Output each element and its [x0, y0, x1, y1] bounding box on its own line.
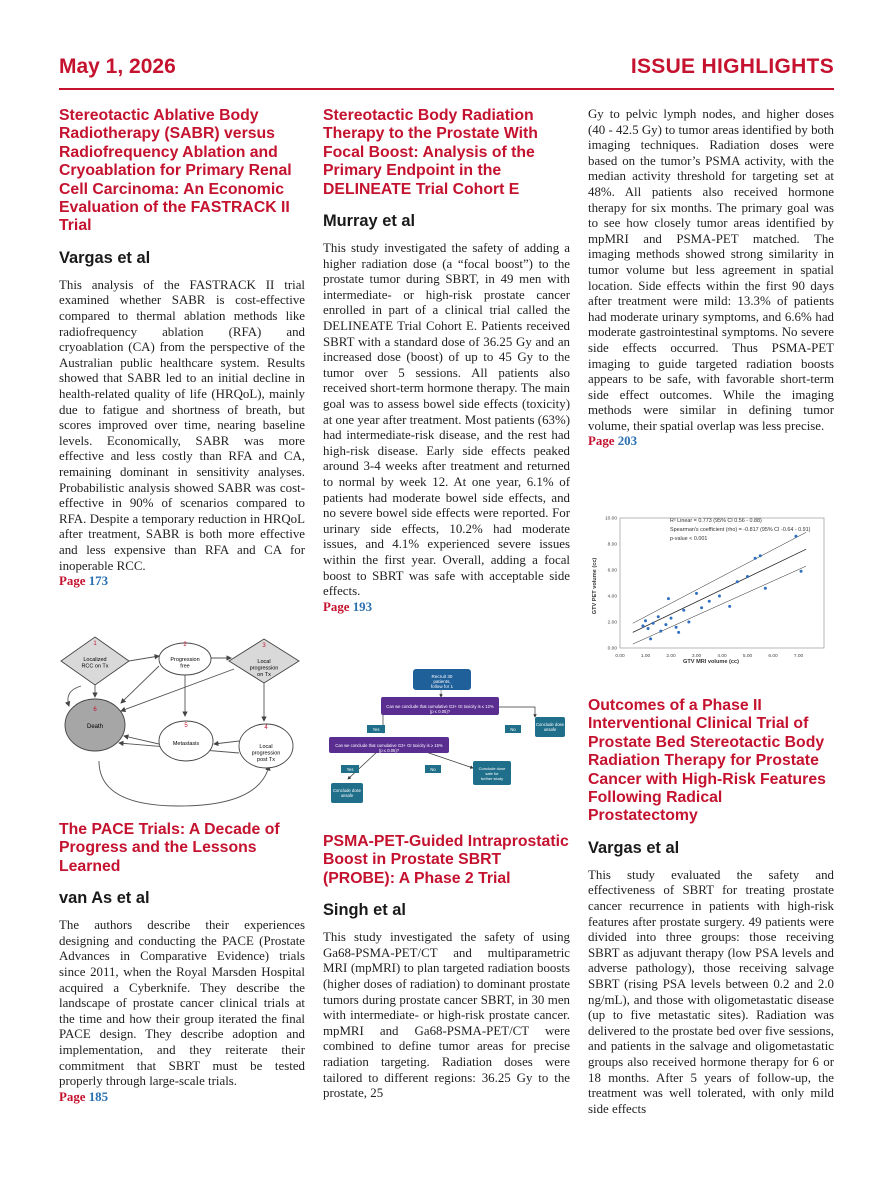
- svg-text:No: No: [510, 727, 516, 732]
- scatter-point: [682, 609, 685, 612]
- scatter-point: [759, 554, 762, 557]
- state-number: 4: [264, 725, 268, 731]
- state-label: Localized RCC on Tx: [81, 657, 109, 670]
- state-death: [65, 699, 125, 751]
- flow-no-1: [505, 725, 521, 733]
- flow-yes-2: [341, 765, 359, 773]
- x-tick-label: 7.00: [793, 654, 804, 659]
- scatter-point: [657, 615, 660, 618]
- article-fastrack: [59, 107, 305, 590]
- svg-text:No: No: [430, 767, 436, 772]
- article-probe-continued: [588, 107, 834, 450]
- column-2-lower: [323, 833, 570, 1102]
- flow-question-2: [329, 737, 449, 753]
- chart-axes: [605, 516, 824, 659]
- page-number-link[interactable]: 203: [617, 434, 638, 449]
- flow-no-2: [425, 765, 441, 773]
- chart-annotation-spearman: Spearman's coefficient (rho) = -0.817 (95% CI -0.64 - 0.91): [670, 527, 811, 533]
- article-delineate: [323, 107, 570, 615]
- state-localized-rcc: [61, 637, 129, 685]
- column-1: [59, 107, 305, 590]
- trial-flowchart: [323, 667, 570, 807]
- state-number: 5: [184, 723, 188, 729]
- state-local-progression-on-tx: [229, 639, 299, 683]
- x-tick-label: 2.00: [666, 654, 676, 659]
- article-author: Murray et al: [323, 212, 416, 231]
- article-author: Singh et al: [323, 901, 406, 920]
- header-rule: [59, 88, 834, 90]
- x-tick-label: 0.00: [615, 654, 625, 659]
- scatter-point: [652, 622, 655, 625]
- scatter-point: [695, 592, 698, 595]
- markov-state-diagram: [59, 631, 305, 811]
- article-body: The authors describe their experiences designing and conducting the PACE (Prostate Advances in Comparative Evidence) trials since 2011, when the Royal Marsden Hospital acquired a Cyberknife. They describe the landscape of prostate cancer clinical trials at the time and how their group iterated the final PACE design. They describe adoption and implementation, and they reiterate their commitment that SBRT must be tested properly through large-scale trials.: [59, 918, 305, 1089]
- scatter-point: [664, 623, 667, 626]
- chart-annotation-pvalue: p-value < 0.001: [670, 536, 708, 542]
- x-tick-label: 6.00: [768, 654, 778, 659]
- article-body: This study evaluated the safety and effectiveness of SBRT for treating prostate cancer recurrence in patients with high-risk features after prostate surgery. 49 patients were divided into three groups: those receiving SBRT as adjuvant therapy (low PSA levels and adverse pathology), those receiving salvage SBRT (rising PSA levels between 0.2 and 2.0 ng/mL), and those with oligometastatic disease (up to five metastatic sites). Radiation was delivered to the prostate bed over five sessions, and patients in the salvage and oligometastatic groups also received hormone therapy for 6 or 18 months. After 5 years of follow-up, the treatment was well tolerated, with only mild side effects: [588, 867, 834, 1116]
- flow-safe: [473, 761, 511, 785]
- flow-question-1-text: Can we conclude that cumulative G3+ GI toxicity is ≤ 12% (p ≤ 0.05)?: [386, 704, 494, 714]
- article-page-ref[interactable]: [59, 574, 305, 590]
- flow-unsafe-2: [331, 783, 363, 803]
- flow-start-text: Recruit 30 patients, follow for 1 year: [430, 674, 454, 694]
- state-number: 3: [262, 643, 266, 649]
- scatter-point: [641, 624, 644, 627]
- y-tick-label: 0.00: [607, 646, 617, 652]
- scatter-point: [754, 557, 757, 560]
- scatter-point: [659, 630, 662, 633]
- state-label: Death: [86, 724, 104, 730]
- gtv-scatter-chart: [588, 508, 834, 668]
- page-number-link[interactable]: 173: [88, 574, 109, 589]
- y-tick-label: 10.00: [604, 516, 617, 522]
- article-body-continued: Gy to pelvic lymph nodes, and higher doses (40 - 42.5 Gy) to tumor areas identified by both imaging techniques. Radiation doses were based on the tumor’s PSMA activity, with the median activity threshold for targeting set at 48%. All patients also received hormone therapy for six months. The primary goal was to see how closely tumor areas identified by mpMRI and PSMA-PET matched. The imaging methods showed strong similarity in tumor volume but less agreement in spatial location. Side effects within the first 90 days after treatment were mild: 13.3% of patients had moderate urinary symptoms, and 6.6% had moderate gastrointestinal symptoms. No severe side effects occurred. Thus PSMA-PET imaging to guide targeted radiation boosts appears to be safe, with favorable short-term side effect outcomes. While the imaging methods were similar in defining tumor volume, their spatial overlap was less precise.: [588, 107, 834, 433]
- plot-area: [620, 518, 824, 648]
- flow-yes-1: [367, 725, 385, 733]
- state-metastasis: [159, 721, 213, 761]
- state-number: 6: [93, 707, 97, 713]
- page-header-section: ISSUE HIGHLIGHTS: [630, 55, 834, 78]
- article-author: van As et al: [59, 889, 150, 908]
- column-3: [588, 107, 834, 450]
- article-body: This study investigated the safety of using Ga68-PSMA-PET/CT and multiparametric MRI (mpMRI) to plan targeted radiation boosts (higher doses of radiation) to dominant prostate tumors during prostate cancer SBRT, in 30 men with intermediate- or high-risk prostate cancer. mpMRI and Ga68-PSMA-PET/CT were combined to define tumor areas for precise radiation targeting. Radiation doses were tailored to different regions: 36.25 Gy to the prostate, 25: [323, 930, 570, 1101]
- column-2: [323, 107, 570, 615]
- scatter-point: [728, 605, 731, 608]
- scatter-point: [700, 606, 703, 609]
- x-tick-label: 3.00: [691, 654, 702, 659]
- scatter-point: [764, 587, 767, 590]
- chart-annotation-r2: R² Linear = 0.773 (95% CI 0.56 - 0.88): [670, 518, 762, 524]
- article-page-ref[interactable]: [323, 600, 570, 616]
- article-probe: [323, 833, 570, 1102]
- state-number: 1: [93, 641, 97, 647]
- scatter-point: [647, 627, 650, 630]
- scatter-point: [649, 637, 652, 640]
- svg-text:Conclude doseunsafe: Conclude dose unsafe: [333, 788, 361, 798]
- state-label: Local progression on Tx: [249, 659, 279, 678]
- column-1-lower: [59, 821, 305, 1105]
- scatter-point: [644, 619, 647, 622]
- scatter-point: [794, 535, 797, 538]
- y-tick-label: 2.00: [607, 620, 617, 626]
- chart-xlabel: GTV MRI volume (cc): [683, 659, 739, 665]
- article-title: PSMA-PET-Guided Intraprostatic Boost in Prostate SBRT (PROBE): A Phase 2 Trial: [323, 833, 569, 887]
- flow-question-2-text: Can we conclude that cumulative G3+ GI toxicity is ≥ 15% (p ≤ 0.05)?: [335, 743, 443, 753]
- scatter-point: [677, 631, 680, 634]
- article-title: Stereotactic Ablative Body Radiotherapy (SABR) versus Radiofrequency Ablation and Cryoablation for Primary Renal Cell Carcinoma: An Economic Evaluation of the FASTRACK II Trial: [59, 107, 292, 235]
- page-label: Page: [59, 574, 86, 589]
- state-label: Progression free: [170, 657, 200, 670]
- article-page-ref[interactable]: [59, 1090, 305, 1106]
- scatter-point: [675, 626, 678, 629]
- article-title: Stereotactic Body Radiation Therapy to the Prostate With Focal Boost: Analysis of the Primary Endpoint in the DELINEATE Trial Cohort E: [323, 107, 538, 198]
- article-body: This study investigated the safety of adding a higher radiation dose (a “focal boost”) to the prostate tumor during SBRT, in 49 men with intermediate- or high-risk prostate cancer enrolled in part of a clinical trial called the DELINEATE Trial Cohort E. Patients received SBRT with a standard dose of 36.25 Gy and an increased dose (boost) of up to 45 Gy to the tumor over 5 sessions. All patients also received short-term hormone therapy. The main goal was to assess bowel side effects (toxicity) at one year after treatment. Most patients (63%) had intermediate-risk disease, and the rest had high-risk disease. Early side effects peaked around 3-4 weeks after treatment and returned to normal by week 12. At one year, 6.1% of patients had moderate bowel side effects, and no severe bowel side effects were reported. For urinary side effects, 10.2% had moderate issues, and 4.1% experienced severe issues within the first year. Overall, adding a focal boost to SBRT was safe with acceptable side effects.: [323, 241, 570, 599]
- state-local-progression-post-tx: [239, 724, 293, 768]
- article-title: The PACE Trials: A Decade of Progress and the Lessons Learned: [59, 821, 280, 875]
- svg-text:Yes: Yes: [372, 727, 380, 732]
- page-label: Page: [59, 1089, 86, 1104]
- column-3-lower: [588, 697, 834, 1117]
- state-number: 2: [183, 642, 187, 648]
- state-label: Local progression post Tx: [251, 744, 281, 763]
- article-pace: [59, 821, 305, 1105]
- state-label: Metastasis: [172, 741, 200, 747]
- page-number-link[interactable]: 185: [88, 1089, 109, 1104]
- scatter-point: [800, 570, 803, 573]
- chart-ylabel: GTV PET volume (cc): [592, 557, 598, 615]
- y-tick-label: 4.00: [607, 594, 617, 600]
- svg-text:Conclude dosesafe forfurther s: Conclude dose safe for further study: [478, 766, 506, 781]
- y-tick-label: 8.00: [607, 542, 617, 548]
- x-tick-label: 5.00: [742, 654, 753, 659]
- scatter-point: [687, 621, 690, 624]
- article-page-ref[interactable]: [588, 434, 834, 450]
- scatter-point: [708, 600, 711, 603]
- x-tick-label: 1.00: [640, 654, 651, 659]
- scatter-point: [736, 580, 739, 583]
- page-label: Page: [588, 434, 615, 449]
- article-prostate-bed: [588, 697, 834, 1117]
- flow-start-box: [413, 669, 471, 694]
- flow-unsafe-1: [535, 717, 565, 737]
- svg-text:Yes: Yes: [346, 767, 354, 772]
- scatter-point: [746, 575, 749, 578]
- page-header-date: May 1, 2026: [59, 55, 176, 78]
- scatter-point: [667, 597, 670, 600]
- flow-question-1: [381, 697, 499, 715]
- scatter-point: [670, 617, 673, 620]
- page-number-link[interactable]: 193: [352, 599, 373, 614]
- state-progression-free: [159, 642, 211, 675]
- scatter-point: [718, 595, 721, 598]
- article-author: Vargas et al: [59, 248, 151, 267]
- article-title: Outcomes of a Phase II Interventional Clinical Trial of Prostate Bed Stereotactic Body Radiation Therapy for Prostate Cancer with High-Risk Features Following Radical Prostatectomy: [588, 697, 826, 825]
- y-tick-label: 6.00: [607, 568, 617, 574]
- svg-text:Conclude doseunsafe: Conclude dose unsafe: [536, 722, 564, 732]
- page-label: Page: [323, 599, 350, 614]
- article-body: This analysis of the FASTRACK II trial examined whether SABR is cost-effective compared to thermal ablation methods like radiofrequency ablation (RFA) and cryoablation (CA) from the perspective of the Australian public healthcare system. Results showed that SABR led to an initial decline in health-related quality of life (HRQoL), mainly due to fatigue and shortness of breath, but scores improved over time, nearing baseline levels. Economically, SABR was more effective and less costly than RFA and CA, remaining dominant in sensitivity analyses. Probabilistic analysis showed SABR was cost-effective in 90% of scenarios compared to RFA. Despite a temporary reduction in HRQoL after treatment, SABR is both more effective and less expensive than RFA and CA for inoperable RCC.: [59, 277, 305, 573]
- x-tick-label: 4.00: [717, 654, 727, 659]
- article-author: Vargas et al: [588, 838, 680, 857]
